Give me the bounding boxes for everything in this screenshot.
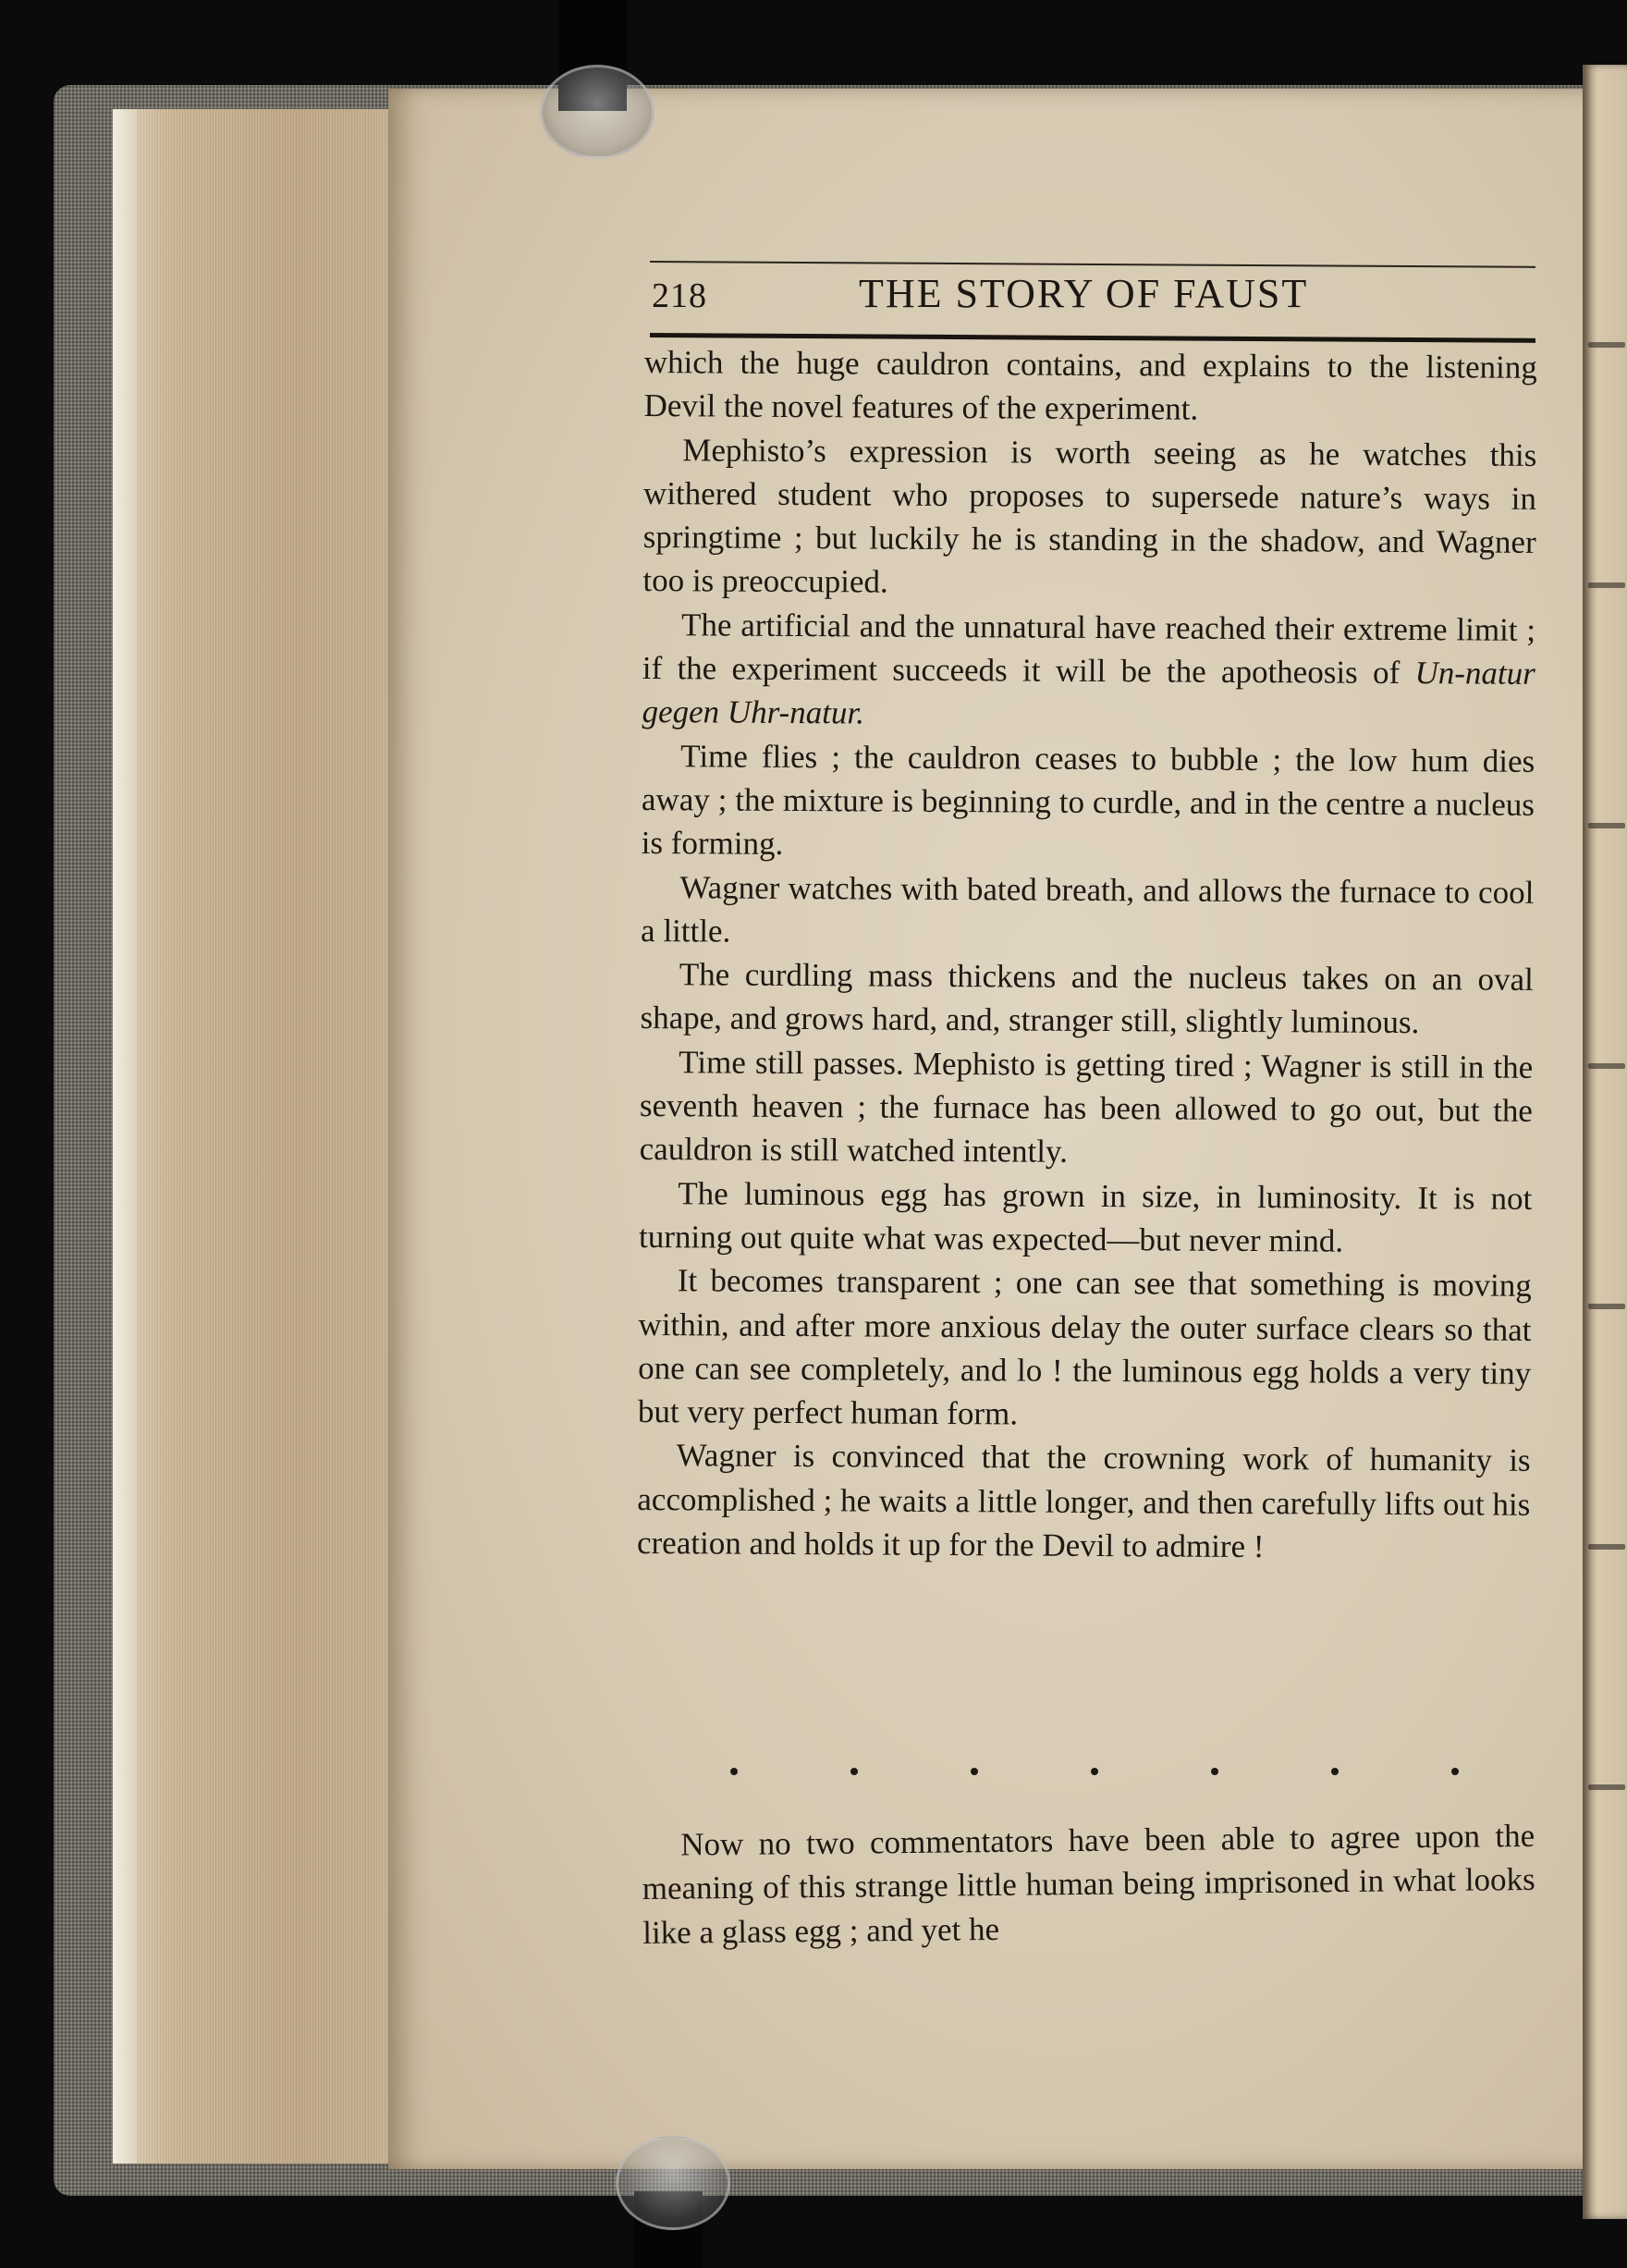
- paragraph: Wagner watches with bated breath, and allows the furnace to cool a little.: [640, 868, 1535, 950]
- header-rule-top: [650, 261, 1535, 268]
- italic-phrase: Un-natur gegen Uhr-natur.: [642, 655, 1535, 731]
- top-clip: [540, 65, 654, 159]
- section-break-dot: [730, 1768, 738, 1775]
- running-head: [650, 261, 1535, 338]
- paragraph: Now no two commentators have been able to agree upon the meaning of this strange little human being imprisoned in what looks like a glass egg ; and yet he: [642, 1817, 1535, 1951]
- paragraph: Mephisto’s expression is worth seeing as he watches this withered student who proposes to supersede nature’s ways in springtime ; but luckily he is standing in the shadow, and Wagner too is preoccupied.: [642, 431, 1537, 601]
- paragraph: which the huge cauldron contains, and explains to the listening Devil the novel features of the experiment.: [643, 343, 1537, 427]
- sliver-line: [1588, 823, 1625, 828]
- section-break-dot: [1451, 1768, 1459, 1775]
- sliver-line: [1588, 1784, 1625, 1790]
- section-break-dot: [1211, 1768, 1218, 1775]
- sliver-line: [1588, 1544, 1625, 1550]
- page-number: 218: [652, 276, 707, 315]
- paragraph: The curdling mass thickens and the nucleus takes on an oval shape, and grows hard, and, stranger still, slightly luminous.: [640, 956, 1534, 1041]
- paragraph: The luminous egg has grown in size, in luminosity. It is not turning out quite what was expected—but never mind.: [638, 1174, 1533, 1259]
- section-break-dot: [850, 1768, 858, 1775]
- section-break-dot: [1091, 1768, 1098, 1775]
- paragraph: Wagner is convinced that the crowning work of humanity is accomplished ; he waits a little longer, and then carefully lifts out his creation and holds it up for the Devil to admire !: [636, 1437, 1531, 1565]
- page-edges: [113, 109, 390, 2164]
- sliver-line: [1588, 342, 1625, 348]
- paragraph: Time still passes. Mephisto is getting tired ; Wagner is still in the seventh heaven ; the furnace has been allowed to go out, but the cauldron is still watched intently.: [639, 1043, 1534, 1171]
- paragraph: Time flies ; the cauldron ceases to bubble ; the low hum dies away ; the mixture is beginning to curdle, and in the centre a nucleus is forming.: [641, 737, 1535, 863]
- body-text: [637, 340, 1537, 1570]
- paragraph: [642, 603, 1535, 740]
- section-break: [730, 1768, 1507, 1790]
- paragraph-text: The artificial and the unnatural have reached their extreme limit ; if the experiment succeeds it will be the apotheosis of: [642, 607, 1536, 692]
- sliver-line: [1588, 582, 1625, 588]
- running-title: THE STORY OF FAUST: [859, 271, 1309, 316]
- next-page-edge: [1583, 65, 1627, 2219]
- section-break-dot: [1331, 1768, 1339, 1775]
- section-break-dot: [971, 1768, 978, 1775]
- sliver-line: [1588, 1063, 1625, 1069]
- sliver-line: [1588, 1304, 1625, 1309]
- after-break-text: [642, 1814, 1535, 1955]
- paragraph: It becomes transparent ; one can see that something is moving within, and after more anxious delay the outer surface clears so that one can see completely, and lo ! the luminous egg holds a very tiny but very perfect human form.: [637, 1262, 1532, 1432]
- bottom-clip: [616, 2136, 730, 2230]
